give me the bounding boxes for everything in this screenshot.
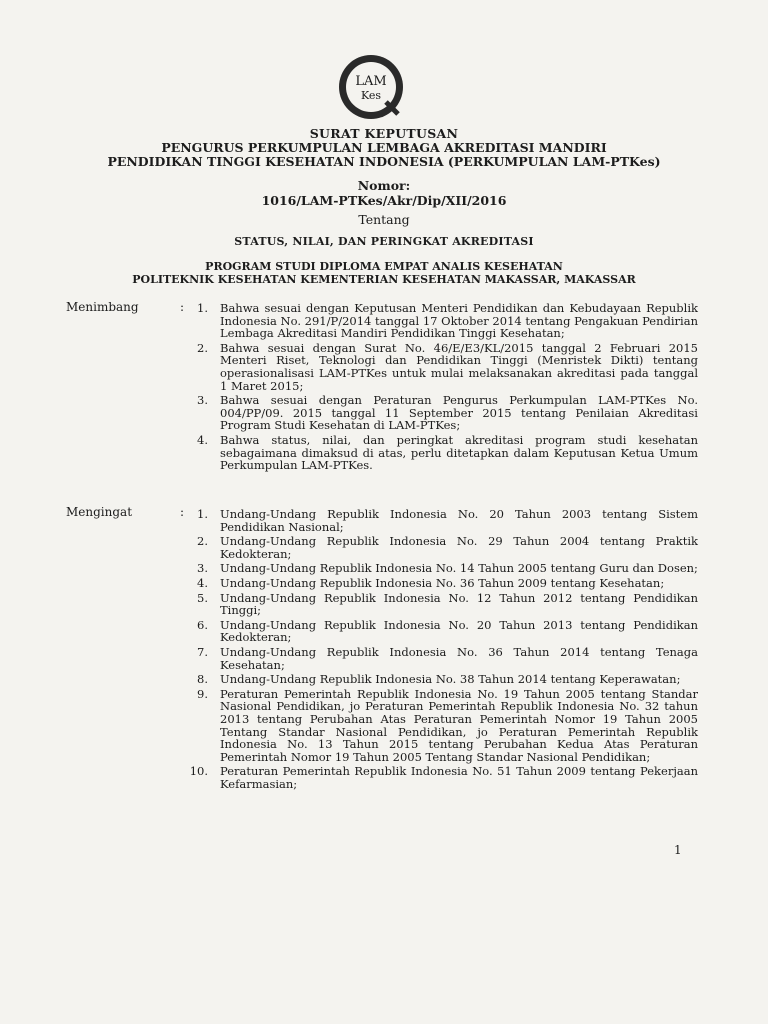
mengingat-colon: : <box>180 505 185 519</box>
issuer-line-1: PENGURUS PERKUMPULAN LEMBAGA AKREDITASI MANDIRI <box>161 140 607 155</box>
list-item: 1. Undang-Undang Republik Indonesia No. 20 Tahun 2003 tentang Sistem Pendidikan Nasional; <box>197 507 698 534</box>
list-item: 4. Undang-Undang Republik Indonesia No. 36 Tahun 2009 tentang Kesehatan; <box>197 575 665 590</box>
document-title: SURAT KEPUTUSAN <box>309 126 459 141</box>
svg-text:Kes: Kes <box>360 89 382 102</box>
page-number: 1 <box>674 843 682 857</box>
list-item: 2. Bahwa sesuai dengan Surat No. 46/E/E3/KL/2015 tanggal 2 Februari 2015 Menteri Riset, Teknologi dan Pendidikan Tinggi (Menristek Dikti) tentang operasionalisasi LAM-PTKes untuk mulai melaksanakan akreditasi pada tanggal 1 Maret 2015; <box>197 340 698 393</box>
list-item: 10. Peraturan Pemerintah Republik Indonesia No. 51 Tahun 2009 tentang Pekerjaan Kefarmasian; <box>189 764 698 791</box>
list-item: 1. Bahwa sesuai dengan Keputusan Menteri Pendidikan dan Kebudayaan Republik Indonesia No. 291/P/2014 tanggal 17 Oktober 2014 tentang Pengakuan Pendirian Lembaga Akreditasi Mandiri Pendidikan Tinggi Kesehatan; <box>197 301 698 341</box>
menimbang-colon: : <box>180 300 185 314</box>
list-item: 8. Undang-Undang Republik Indonesia No. 38 Tahun 2014 tentang Keperawatan; <box>197 672 681 687</box>
mengingat-label: Mengingat <box>66 505 133 519</box>
list-item: 3. Undang-Undang Republik Indonesia No. 14 Tahun 2005 tentang Guru dan Dosen; <box>197 561 698 576</box>
issuer-line-2: PENDIDIKAN TINGGI KESEHATAN INDONESIA (PERKUMPULAN LAM-PTKes) <box>107 154 661 169</box>
list-item: 6. Undang-Undang Republik Indonesia No. 20 Tahun 2013 tentang Pendidikan Kedokteran; <box>197 617 698 645</box>
program-name: PROGRAM STUDI DIPLOMA EMPAT ANALIS KESEHATAN <box>205 260 563 273</box>
lam-ptkes-logo <box>336 52 406 122</box>
list-item: 4. Bahwa status, nilai, dan peringkat akreditasi program studi kesehatan sebagaimana dimaksud di atas, perlu ditetapkan dalam Keputusan Ketua Umum Perkumpulan LAM-PTKes. <box>197 432 698 473</box>
list-item: 2. Undang-Undang Republik Indonesia No. 29 Tahun 2004 tentang Praktik Kedokteran; <box>197 534 698 561</box>
subject-title: STATUS, NILAI, DAN PERINGKAT AKREDITASI <box>234 235 534 248</box>
list-item: 3. Bahwa sesuai dengan Peraturan Pengurus Perkumpulan LAM-PTKes No. 004/PP/09. 2015 tanggal 11 September 2015 tentang Penilaian Akreditasi Program Studi Kesehatan di LAM-PTKes; <box>197 393 698 433</box>
list-item: 9. Peraturan Pemerintah Republik Indonesia No. 19 Tahun 2005 tentang Standar Nasional Pendidikan, jo Peraturan Pemerintah Republik Indonesia No. 32 tahun 2013 tentang Perubahan Atas Peraturan Pemerintah Nomor 19 Tahun 2005 Tentang Standar Nasional Pendidikan, jo Peraturan Pemerintah Republik Indonesia No. 13 Tahun 2015 tentang Perubahan Kedua Atas Peraturan Pemerintah Nomor 19 Tahun 2005 Tentang Standar Nasional Pendidikan; <box>197 686 698 764</box>
nomor-value: 1016/LAM-PTKes/Akr/Dip/XII/2016 <box>261 193 507 208</box>
list-item: 5. Undang-Undang Republik Indonesia No. 12 Tahun 2012 tentang Pendidikan Tinggi; <box>197 590 698 618</box>
menimbang-label: Menimbang <box>66 300 139 314</box>
nomor-label: Nomor: <box>357 178 411 193</box>
institution-name: POLITEKNIK KESEHATAN KEMENTERIAN KESEHATAN MAKASSAR, MAKASSAR <box>132 273 636 286</box>
mengingat-list <box>186 508 698 792</box>
tentang-label: Tentang <box>358 212 410 227</box>
menimbang-list <box>186 302 698 474</box>
list-item: 7. Undang-Undang Republik Indonesia No. 36 Tahun 2014 tentang Tenaga Kesehatan; <box>197 644 698 672</box>
svg-text:LAM: LAM <box>355 74 387 89</box>
